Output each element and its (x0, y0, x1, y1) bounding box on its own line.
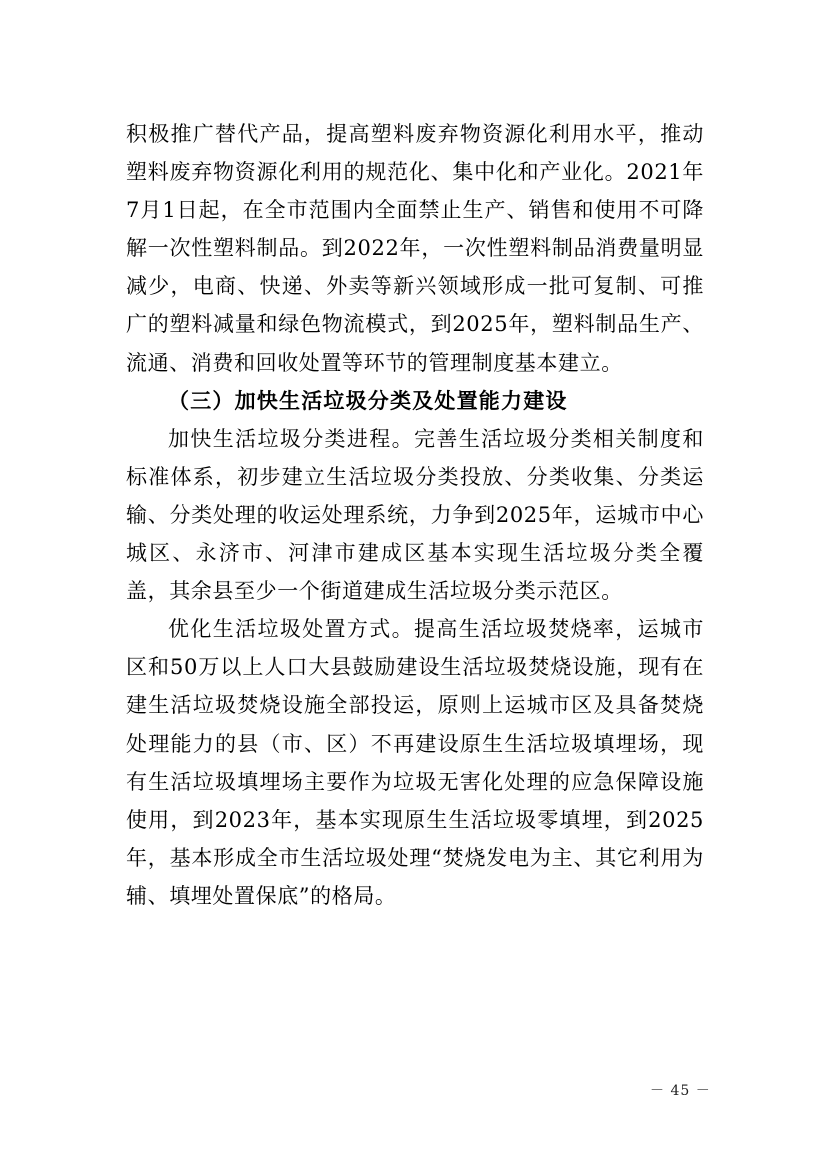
paragraph-garbage-sorting-progress: 加快生活垃圾分类进程。完善生活垃圾分类相关制度和标准体系，初步建立生活垃圾分类投放、分类收集、分类运输、分类处理的收运处理系统，力争到2025年，运城市中心城区、永济市、河津市建成区基本实现生活垃圾分类全覆盖，其余县至少一个街道建成生活垃圾分类示范区。 (126, 426, 704, 604)
paragraph-garbage-disposal-optimization: 优化生活垃圾处置方式。提高生活垃圾焚烧率，运城市区和50万以上人口大县鼓励建设生活垃圾焚烧设施，现有在建生活垃圾焚烧设施全部投运，原则上运城市区及具备焚烧处理能力的县（市、区）不再建设原生生活垃圾填埋场，现有生活垃圾填埋场主要作为垃圾无害化处理的应急保障设施使用，到2023年，基本实现原生生活垃圾零填埋，到2025年，基本形成全市生活垃圾处理“焚烧发电为主、其它利用为辅、填埋处置保底”的格局。 (126, 617, 704, 908)
document-body (126, 115, 704, 915)
section-heading-garbage-sorting: （三）加快生活垃圾分类及处置能力建设 (168, 387, 568, 413)
page-number: － 45 － (650, 1083, 711, 1099)
paragraph-plastic-continuation: 积极推广替代产品，提高塑料废弃物资源化利用水平，推动塑料废弃物资源化利用的规范化、集中化和产业化。2021年7月1日起，在全市范围内全面禁止生产、销售和使用不可降解一次性塑料制品。到2022年，一次性塑料制品消费量明显减少，电商、快递、外卖等新兴领域形成一批可复制、可推广的塑料减量和绿色物流模式，到2025年，塑料制品生产、流通、消费和回收处置等环节的管理制度基本建立。 (126, 122, 704, 375)
